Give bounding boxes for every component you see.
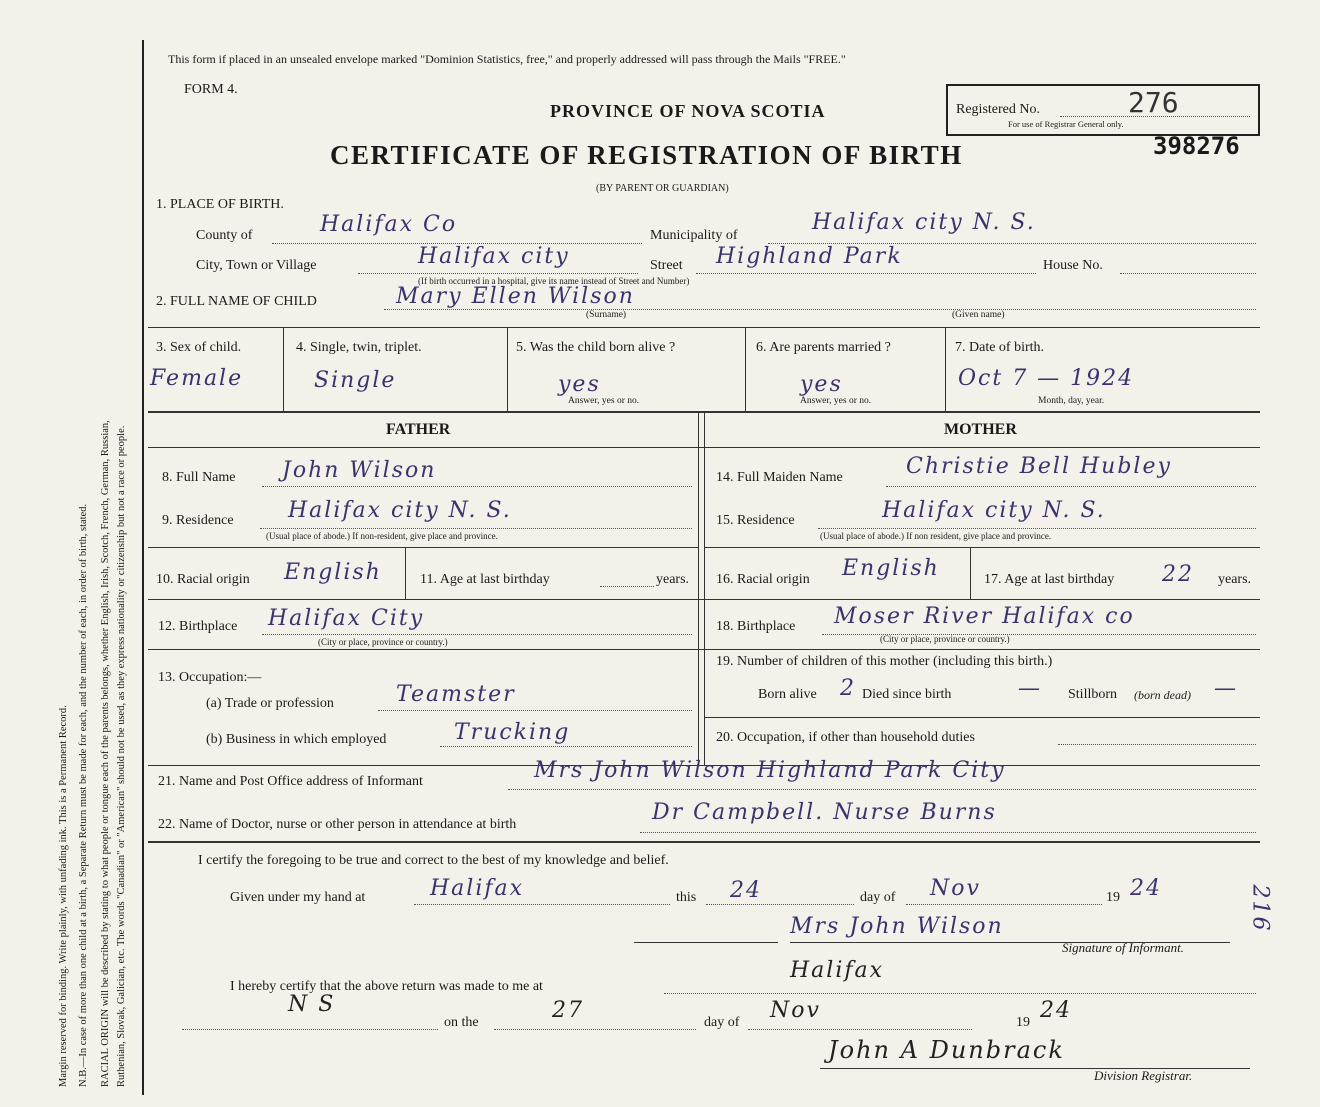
province-heading: PROVINCE OF NOVA SCOTIA [550, 101, 826, 121]
registrar-month-value: Nov [770, 998, 821, 1023]
city-value: Halifax city [418, 244, 570, 269]
given-name-note: (Given name) [952, 310, 1005, 320]
informant-label: 21. Name and Post Office address of Informant [158, 774, 423, 789]
given-month-value: Nov [930, 876, 981, 901]
registrar-year-value: 24 [1040, 998, 1072, 1023]
mother-age-value: 22 [1162, 562, 1194, 587]
father-racial-value: English [284, 560, 382, 585]
registrar-day-of-label: day of [704, 1015, 740, 1030]
mother-birthplace-value: Moser River Halifax co [834, 604, 1135, 629]
parents-married-note: Answer, yes or no. [800, 396, 872, 406]
died-since-birth-value: — [1018, 676, 1042, 701]
died-since-birth-label: Died since birth [862, 687, 952, 702]
mother-racial-value: English [842, 556, 940, 581]
father-birthplace-note: (City or place, province or country.) [318, 637, 448, 647]
born-alive-count-value: 2 [840, 676, 856, 701]
registered-label: Registered No. [956, 102, 1040, 117]
city-label: City, Town or Village [196, 258, 317, 273]
father-birthplace-value: Halifax City [268, 606, 425, 631]
place-of-birth-label: 1. PLACE OF BIRTH. [156, 197, 284, 212]
father-residence-label: 9. Residence [162, 513, 234, 528]
mother-residence-value: Halifax city N. S. [882, 498, 1106, 523]
plurality-value: Single [314, 368, 397, 393]
stillborn-value: — [1214, 676, 1238, 701]
doctor-value: Dr Campbell. Nurse Burns [652, 800, 997, 825]
county-value: Halifax Co [320, 212, 458, 237]
given-day-value: 24 [730, 878, 762, 903]
registrar-place-value: Halifax [790, 958, 885, 983]
informant-signature: Mrs John Wilson [790, 914, 1004, 939]
born-alive-value: yes [558, 372, 601, 397]
stamp-number: 398276 [1153, 132, 1240, 160]
given-label: Given under my hand at [230, 890, 366, 905]
business-label: (b) Business in which employed [206, 732, 387, 747]
mother-name-value: Christie Bell Hubley [906, 454, 1172, 479]
margin-rule [142, 40, 144, 1095]
registrar-year-prefix: 19 [1016, 1015, 1030, 1030]
margin-note-4: Ruthenian, Slovak, Galician, etc. The words "Canadian" or "American" should not be used, as they express nationality or citizenship but not a race or people. [116, 425, 127, 1087]
date-of-birth-value: Oct 7 — 1924 [958, 366, 1135, 391]
street-value: Highland Park [716, 244, 903, 269]
sex-value: Female [150, 366, 244, 391]
given-place-value: Halifax [430, 876, 525, 901]
margin-note-1: Margin reserved for binding. Write plainly, with unfading ink. This is a Permanent Record. [58, 705, 69, 1087]
child-name-label: 2. FULL NAME OF CHILD [156, 294, 317, 309]
street-label: Street [650, 258, 683, 273]
given-day-of-label: day of [860, 890, 896, 905]
father-racial-label: 10. Racial origin [156, 572, 250, 587]
subtitle: (BY PARENT OR GUARDIAN) [596, 183, 729, 194]
children-count-label: 19. Number of children of this mother (including this birth.) [716, 654, 1053, 669]
father-occupation-label: 13. Occupation:— [158, 670, 262, 685]
page-title: CERTIFICATE OF REGISTRATION OF BIRTH [330, 140, 963, 170]
mother-residence-note: (Usual place of abode.) If non resident, give place and province. [820, 531, 1052, 541]
mother-racial-label: 16. Racial origin [716, 572, 810, 587]
form-number: FORM 4. [184, 82, 238, 97]
stillborn-label: Stillborn [1068, 687, 1118, 702]
given-year-prefix: 19 [1106, 890, 1120, 905]
father-age-unit: years. [656, 572, 690, 587]
parents-married-value: yes [800, 372, 843, 397]
trade-label: (a) Trade or profession [206, 696, 334, 711]
hospital-note: (If birth occurred in a hospital, give its name instead of Street and Number) [418, 276, 690, 286]
father-birthplace-label: 12. Birthplace [158, 619, 238, 634]
sex-label: 3. Sex of child. [156, 340, 242, 355]
registered-number: 276 [1128, 86, 1179, 119]
margin-note-2: N.B.—In case of more than one child at a birth, a Separate Return must be made for each, and the number of each, in order of birth, stated. [78, 503, 89, 1087]
margin-note-3: RACIAL ORIGIN will be described by stating to what people or tongue each of the parents belongs, whether English, Irish, Scotch, French, German, Russian, [100, 420, 111, 1087]
mother-name-label: 14. Full Maiden Name [716, 470, 843, 485]
born-alive-label: 5. Was the child born alive ? [516, 340, 676, 355]
registrar-signature: John A Dunbrack [828, 1036, 1065, 1064]
mother-heading: MOTHER [944, 421, 1017, 438]
registrar-day-value: 27 [552, 998, 584, 1023]
child-name-value: Mary Ellen Wilson [396, 284, 635, 309]
father-age-label: 11. Age at last birthday [420, 572, 550, 587]
doctor-label: 22. Name of Doctor, nurse or other person in attendance at birth [158, 817, 517, 832]
mother-age-unit: years. [1218, 572, 1252, 587]
father-residence-note: (Usual place of abode.) If non-resident, give place and province. [266, 531, 498, 541]
municipality-value: Halifax city N. S. [812, 210, 1036, 235]
registrar-certify-text: I hereby certify that the above return was made to me at [230, 979, 543, 994]
mail-notice: This form if placed in an unsealed envelope marked "Dominion Statistics, free," and properly addressed will pass through the Mails "FREE." [168, 52, 846, 66]
surname-note: (Surname) [586, 310, 627, 320]
house-number-label: House No. [1043, 258, 1103, 273]
parents-married-label: 6. Are parents married ? [756, 340, 891, 355]
father-name-value: John Wilson [282, 458, 437, 483]
father-residence-value: Halifax city N. S. [288, 498, 512, 523]
certify-statement: I certify the foregoing to be true and correct to the best of my knowledge and belief. [198, 853, 669, 868]
registrar-signature-label: Division Registrar. [1094, 1068, 1193, 1083]
informant-value: Mrs John Wilson Highland Park City [534, 758, 1006, 783]
this-label: this [676, 890, 697, 905]
mother-birthplace-note: (City or place, province or country.) [880, 634, 1010, 644]
municipality-label: Municipality of [650, 228, 738, 243]
date-of-birth-label: 7. Date of birth. [955, 340, 1045, 355]
county-label: County of [196, 228, 253, 243]
mother-age-label: 17. Age at last birthday [984, 572, 1115, 587]
trade-value: Teamster [396, 682, 516, 707]
given-year-value: 24 [1130, 876, 1162, 901]
side-mark: 216 [1247, 884, 1273, 933]
mother-birthplace-label: 18. Birthplace [716, 619, 796, 634]
date-of-birth-note: Month, day, year. [1038, 396, 1105, 406]
binding-margin-notes [0, 0, 150, 1107]
informant-signature-label: Signature of Informant. [1062, 940, 1184, 955]
born-alive-count-label: Born alive [758, 687, 817, 702]
father-heading: FATHER [386, 421, 451, 438]
born-alive-note: Answer, yes or no. [568, 396, 640, 406]
plurality-label: 4. Single, twin, triplet. [296, 340, 422, 355]
father-name-label: 8. Full Name [162, 470, 236, 485]
registrar-place-value-2: N S [288, 992, 336, 1017]
registered-note: For use of Registrar General only. [1008, 119, 1124, 129]
mother-occupation-label: 20. Occupation, if other than household duties [716, 730, 975, 745]
business-value: Trucking [454, 720, 571, 745]
mother-residence-label: 15. Residence [716, 513, 795, 528]
stillborn-note: (born dead) [1134, 688, 1191, 702]
registered-number-box [946, 84, 1260, 136]
registrar-on-the-label: on the [444, 1015, 479, 1030]
